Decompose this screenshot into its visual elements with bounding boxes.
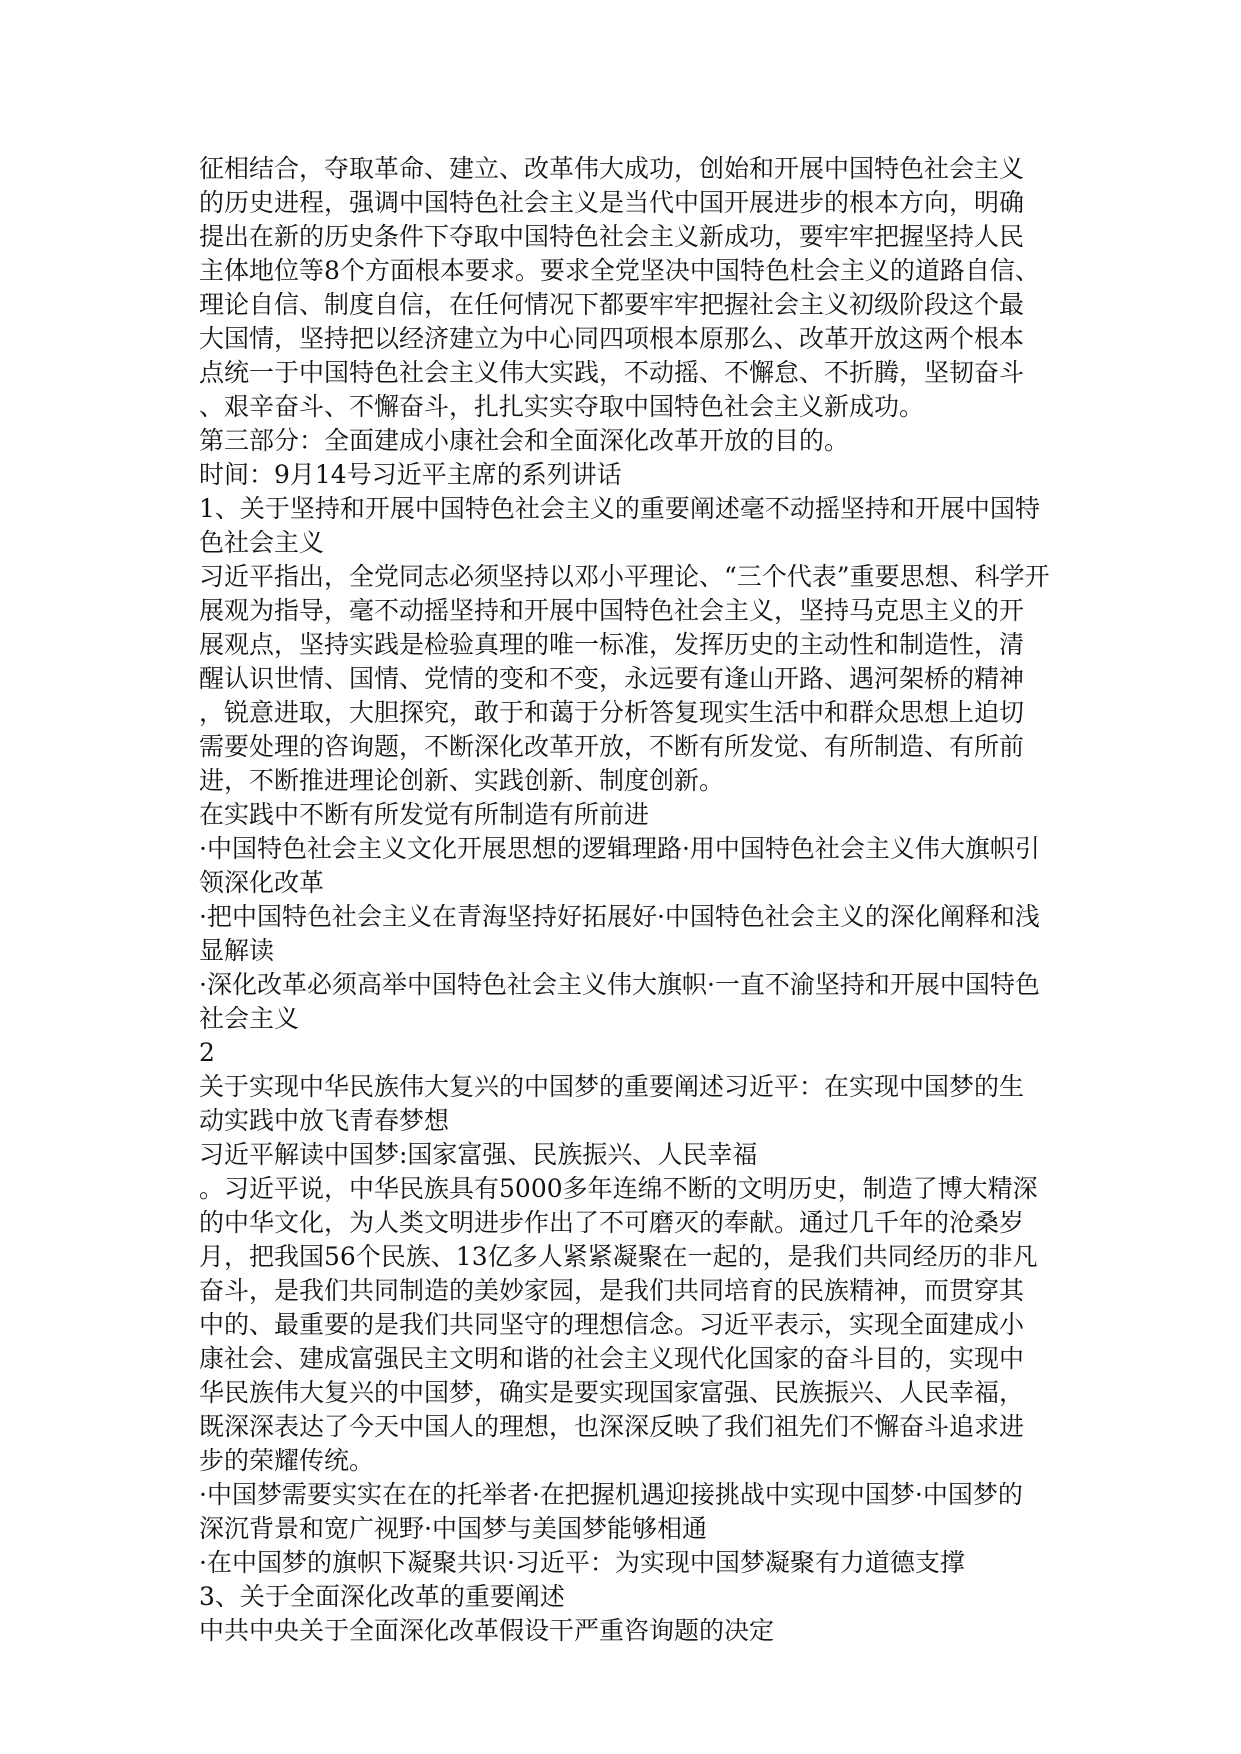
section-heading: 第三部分：全面建成小康社会和全面深化改革开放的目的。 [199,426,850,455]
item-heading: 3、关于全面深化改革的重要阐述 [199,1582,565,1611]
bullet-line: 显解读 [199,936,275,965]
bullet-line: ·在中国梦的旗帜下凝聚共识·习近平：为实现中国梦凝聚有力道德支撑 [199,1548,965,1577]
item-heading: 色社会主义 [199,528,325,557]
bullet-line: ·深化改革必须高举中国特色社会主义伟大旗帜·一直不渝坚持和开展中国特色 [199,970,1040,999]
text-line: 习近平解读中国梦:国家富强、民族振兴、人民幸福 [199,1140,758,1169]
text-line: 点统一于中国特色社会主义伟大实践，不动摇、不懈怠、不折腾，坚韧奋斗 [199,358,1025,387]
text-line: 步的荣耀传统。 [199,1446,375,1475]
text-line: ，锐意进取，大胆探究，敢于和蔼于分析答复现实生活中和群众思想上迫切 [199,698,1025,727]
time-line: 时间：9月14号习近平主席的系列讲话 [199,460,622,489]
text-line: 提出在新的历史条件下夺取中国特色社会主义新成功，要牢牢把握坚持人民 [199,222,1025,251]
bullet-line: 领深化改革 [199,868,325,897]
text-line: 月，把我国56个民族、13亿多人紧紧凝聚在一起的，是我们共同经历的非凡 [199,1242,1038,1271]
text-line: 的历史进程，强调中国特色社会主义是当代中国开展进步的根本方向，明确 [199,188,1025,217]
item-heading: 动实践中放飞青春梦想 [199,1106,450,1135]
bullet-line: ·把中国特色社会主义在青海坚持好拓展好·中国特色社会主义的深化阐释和浅 [199,902,1040,931]
text-line: 大国情，坚持把以经济建立为中心同四项根本原那么、改革开放这两个根本 [199,324,1025,353]
text-line: 展观点，坚持实践是检验真理的唯一标准，发挥历史的主动性和制造性，清 [199,630,1025,659]
bullet-line: 深沉背景和宽广视野·中国梦与美国梦能够相通 [199,1514,707,1543]
text-line: 需要处理的咨询题，不断深化改革开放，不断有所发觉、有所制造、有所前 [199,732,1025,761]
item-heading: 1、关于坚持和开展中国特色社会主义的重要阐述毫不动摇坚持和开展中国特 [199,494,1040,523]
text-line: 理论自信、制度自信，在任何情况下都要牢牢把握社会主义初级阶段这个最 [199,290,1025,319]
bullet-line: ·中国特色社会主义文化开展思想的逻辑理路·用中国特色社会主义伟大旗帜引 [199,834,1040,863]
text-line: 醒认识世情、国情、党情的变和不变，永远要有逢山开路、遇河架桥的精神 [199,664,1025,693]
text-line: 的中华文化，为人类文明进步作出了不可磨灭的奉献。通过几千年的沧桑岁 [199,1208,1025,1237]
document-body [199,152,1059,1648]
text-line: 进，不断推进理论创新、实践创新、制度创新。 [199,766,725,795]
item-heading: 关于实现中华民族伟大复兴的中国梦的重要阐述习近平：在实现中国梦的生 [199,1072,1025,1101]
text-line: 征相结合，夺取革命、建立、改革伟大成功，创始和开展中国特色社会主义 [199,154,1025,183]
bullet-line: ·中国梦需要实实在在的托举者·在把握机遇迎接挑战中实现中国梦·中国梦的 [199,1480,1023,1509]
text-line: 在实践中不断有所发觉有所制造有所前进 [199,800,650,829]
text-line: 、艰辛奋斗、不懈奋斗，扎扎实实夺取中国特色社会主义新成功。 [199,392,925,421]
bullet-line: 社会主义 [199,1004,300,1033]
item-number: 2 [199,1038,215,1067]
text-line: 。习近平说，中华民族具有5000多年连绵不断的文明历史，制造了博大精深 [199,1174,1038,1203]
text-line: 华民族伟大复兴的中国梦，确实是要实现国家富强、民族振兴、人民幸福， [199,1378,1025,1407]
text-line: 中的、最重要的是我们共同坚守的理想信念。习近平表示，实现全面建成小 [199,1310,1025,1339]
text-line: 奋斗，是我们共同制造的美妙家园，是我们共同培育的民族精神，而贯穿其 [199,1276,1025,1305]
text-line: 主体地位等8个方面根本要求。要求全党坚决中国特色杜会主义的道路自信、 [199,256,1040,285]
text-line: 展观为指导，毫不动摇坚持和开展中国特色社会主义，坚持马克思主义的开 [199,596,1025,625]
text-line: 中共中央关于全面深化改革假设干严重咨询题的决定 [199,1616,775,1645]
text-line: 既深深表达了今天中国人的理想，也深深反映了我们祖先们不懈奋斗追求进 [199,1412,1025,1441]
text-line: 康社会、建成富强民主文明和谐的社会主义现代化国家的奋斗目的，实现中 [199,1344,1025,1373]
text-line: 习近平指出，全党同志必须坚持以邓小平理论、“三个代表”重要思想、科学开 [199,562,1050,591]
